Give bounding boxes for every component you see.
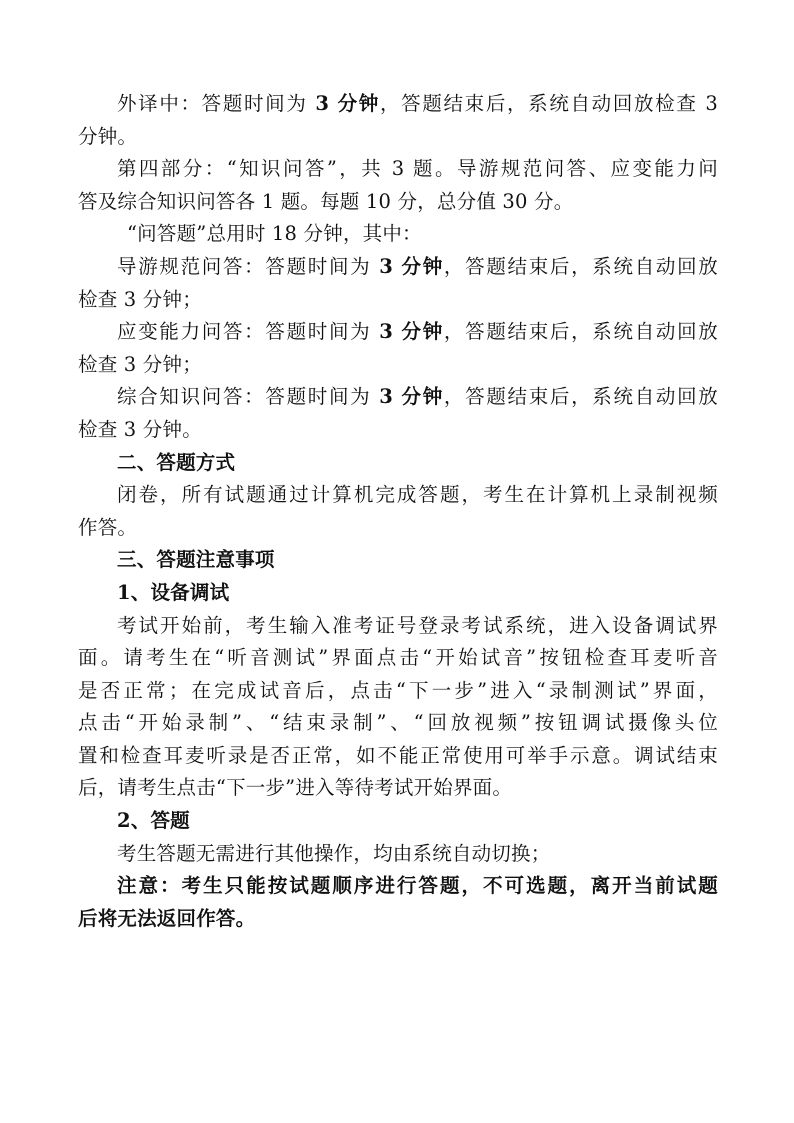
text: 答及综合知识问答各 1 题。每题 10 分，总分值 30 分。 xyxy=(78,189,574,213)
text: ，答题结束后，系统自动回放 xyxy=(443,320,718,344)
paragraph-qa-total-time xyxy=(78,218,718,251)
text: “问答题”总用时 18 分钟，其中： xyxy=(127,222,422,246)
paragraph-device-test-line3: 是否正常；在完成试音后，点击“下一步”进入“录制测试”界面， xyxy=(78,678,718,702)
text: 外译中：答题时间为 xyxy=(117,92,316,115)
text: 检查 3 分钟。 xyxy=(78,417,202,441)
section-heading-answer-method: 二、答题方式 xyxy=(117,450,236,474)
text: 第四部分：“知识问答”，共 3 题。导游规范问答、应变能力问 xyxy=(117,157,718,181)
document-page xyxy=(78,88,718,935)
bold-duration: 3 分钟 xyxy=(379,320,444,344)
text: 检查 3 分钟； xyxy=(78,352,202,376)
paragraph-device-test-line6: 后，请考生点击“下一步”进入等待考试开始界面。 xyxy=(78,776,513,800)
text: ，答题结束后，系统自动回放检查 3 xyxy=(379,92,718,115)
paragraph-general-knowledge-line2 xyxy=(78,414,718,447)
subheading-device-test: 1、设备调试 xyxy=(117,580,230,604)
bold-duration: 3 分钟 xyxy=(315,92,380,115)
paragraph-adaptability-line1 xyxy=(78,316,718,349)
paragraph-device-test-line1: 考试开始前，考生输入准考证号登录考试系统，进入设备调试界 xyxy=(117,613,718,637)
text: 检查 3 分钟； xyxy=(78,287,202,311)
paragraph-device-test-line2: 面。请考生在“听音测试”界面点击“开始试音”按钮检查耳麦听音 xyxy=(78,646,718,670)
subheading-answering: 2、答题 xyxy=(117,809,190,833)
text: 导游规范问答：答题时间为 xyxy=(117,254,380,278)
text: 作答。 xyxy=(78,515,138,539)
paragraph-device-test-line4: 点击“开始录制”、“结束录制”、“回放视频”按钮调试摄像头位 xyxy=(78,711,718,735)
paragraph-answering: 考生答题无需进行其他操作，均由系统自动切换； xyxy=(117,841,551,865)
paragraph-device-test-line5: 置和检查耳麦听录是否正常，如不能正常使用可举手示意。调试结束 xyxy=(78,743,718,767)
text: ，答题结束后，系统自动回放 xyxy=(443,385,718,409)
text: 应变能力问答：答题时间为 xyxy=(117,320,380,344)
paragraph-translation-time-line1 xyxy=(78,88,718,121)
note-line1: 注意：考生只能按试题顺序进行答题，不可选题，离开当前试题 xyxy=(117,874,718,898)
paragraph-part-four-line1 xyxy=(78,153,718,186)
paragraph-answer-method-line1 xyxy=(78,479,718,512)
note-line2: 后将无法返回作答。 xyxy=(78,906,256,930)
paragraph-general-knowledge-line1 xyxy=(78,381,718,414)
paragraph-guide-norms-line1 xyxy=(78,251,718,284)
paragraph-answer-method-line2 xyxy=(78,512,718,545)
text: 分钟。 xyxy=(78,124,138,148)
section-heading-notes: 三、答题注意事项 xyxy=(117,548,275,572)
bold-duration: 3 分钟 xyxy=(379,254,444,278)
text: ，答题结束后，系统自动回放 xyxy=(443,254,718,278)
paragraph-guide-norms-line2 xyxy=(78,284,718,317)
paragraph-part-four-line2 xyxy=(78,186,718,219)
text: 闭卷，所有试题通过计算机完成答题，考生在计算机上录制视频 xyxy=(117,483,718,507)
paragraph-adaptability-line2 xyxy=(78,349,718,382)
text: 综合知识问答：答题时间为 xyxy=(117,385,380,409)
bold-duration: 3 分钟 xyxy=(379,385,444,409)
paragraph-translation-time-line2 xyxy=(78,121,718,154)
